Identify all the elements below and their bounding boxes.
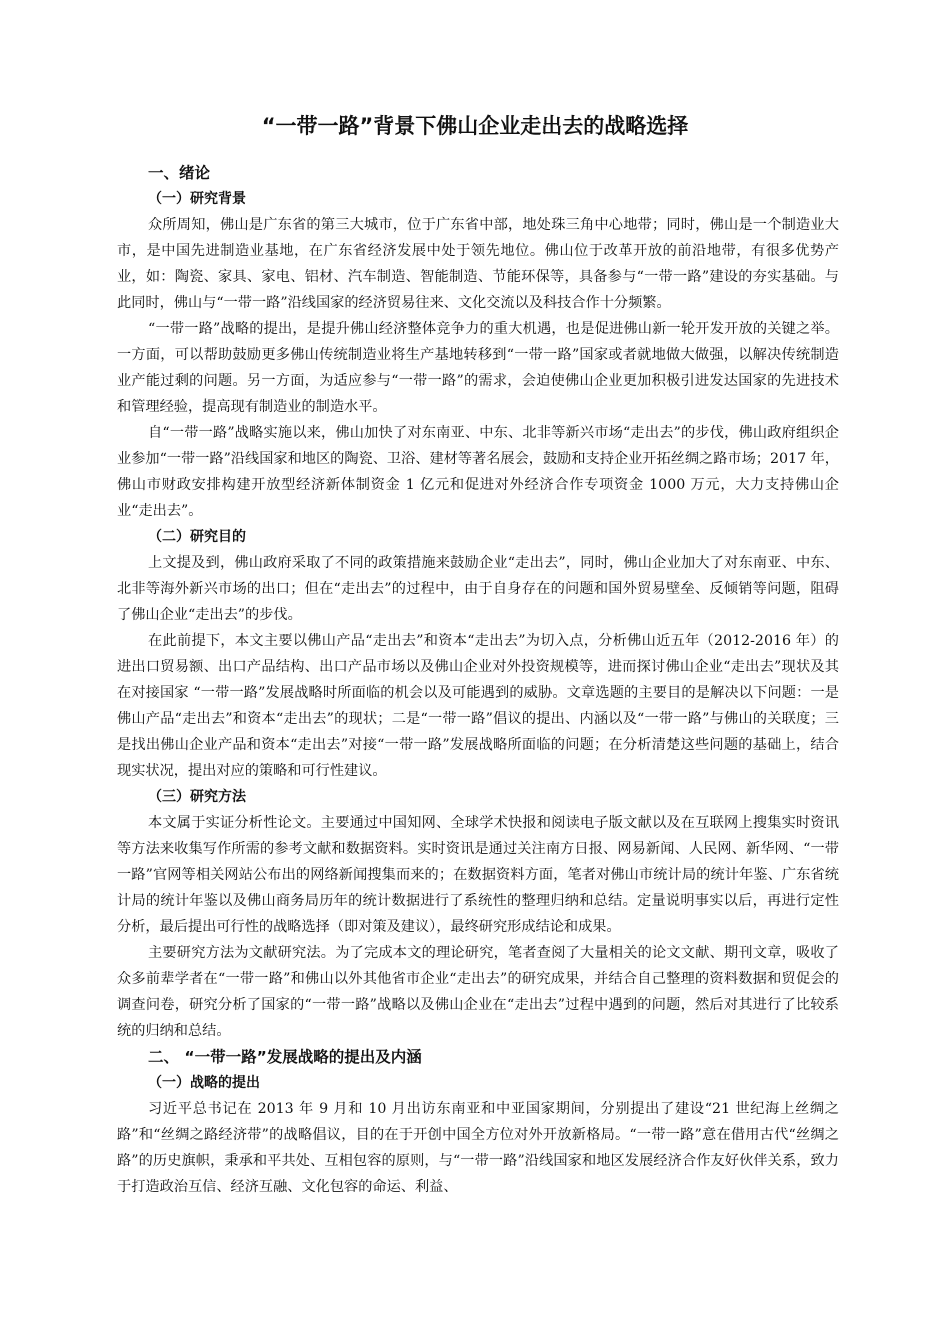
subsection-heading-research-purpose: （二）研究目的 — [148, 529, 246, 545]
document-body — [117, 160, 839, 1200]
paragraph: 众所周知，佛山是广东省的第三大城市，位于广东省中部，地处珠三角中心地带；同时，佛山是一个制造业大市，是中国先进制造业基地，在广东省经济发展中处于领先地位。佛山位于改革开放的前沿地带，有很多优势产业，如：陶瓷、家具、家电、铝材、汽车制造、智能制造、节能环保等，具备参与“一带一路”建设的夯实基础。与此同时，佛山与“一带一路”沿线国家的经济贸易往来、文化交流以及科技合作十分频繁。 — [117, 217, 839, 311]
subsection-heading-strategy-proposal: （一）战略的提出 — [148, 1075, 260, 1091]
section-heading-introduction: 一、绪论 — [148, 164, 211, 182]
section-heading-belt-and-road: 二、 “一带一路”发展战略的提出及内涵 — [148, 1048, 422, 1066]
paragraph: 自“一带一路”战略实施以来，佛山加快了对东南亚、中东、北非等新兴市场“走出去”的步伐，佛山政府组织企业参加“一带一路”沿线国家和地区的陶瓷、卫浴、建材等著名展会，鼓励和支持企业开拓丝绸之路市场；2017 年，佛山市财政安排构建开放型经济新体制资金 1 亿元和促进对外经济合作专项资金 1000 万元，大力支持佛山企业“走出去”。 — [117, 425, 839, 519]
subsection-heading-research-method: （三）研究方法 — [148, 789, 246, 805]
subsection-heading-research-background: （一）研究背景 — [148, 191, 246, 207]
document-title: “一带一路”背景下佛山企业走出去的战略选择 — [261, 114, 689, 138]
paragraph: 习近平总书记在 2013 年 9 月和 10 月出访东南亚和中亚国家期间，分别提出了建设“21 世纪海上丝绸之路”和“丝绸之路经济带”的战略倡议，目的在于开创中国全方位对外开放新格局。“一带一路”意在借用古代“丝绸之路”的历史旗帜，秉承和平共处、互相包容的原则，与“一带一路”沿线国家和地区发展经济合作友好伙伴关系，致力于打造政治互信、经济互融、文化包容的命运、利益、 — [117, 1101, 839, 1195]
paragraph: 本文属于实证分析性论文。主要通过中国知网、全球学术快报和阅读电子版文献以及在互联网上搜集实时资讯等方法来收集写作所需的参考文献和数据资料。实时资讯是通过关注南方日报、网易新闻、人民网、新华网、“一带一路”官网等相关网站公布出的网络新闻搜集而来的；在数据资料方面，笔者对佛山市统计局的统计年鉴、广东省统计局的统计年鉴以及佛山商务局历年的统计数据进行了系统性的整理归纳和总结。定量说明事实以后，再进行定性分析，最后提出可行性的战略选择（即对策及建议），最终研究形成结论和成果。 — [117, 815, 839, 935]
paragraph: 在此前提下，本文主要以佛山产品“走出去”和资本“走出去”为切入点，分析佛山近五年（2012-2016 年）的进出口贸易额、出口产品结构、出口产品市场以及佛山企业对外投资规模等，进而探讨佛山企业“走出去”现状及其在对接国家 “一带一路”发展战略时所面临的机会以及可能遇到的威胁。文章选题的主要目的是解决以下问题：一是佛山产品“走出去”和资本“走出去”的现状；二是“一带一路”倡议的提出、内涵以及“一带一路”与佛山的关联度；三是找出佛山企业产品和资本“走出去”对接“一带一路”发展战略所面临的问题；在分析清楚这些问题的基础上，结合现实状况，提出对应的策略和可行性建议。 — [117, 633, 839, 779]
paragraph: “一带一路”战略的提出，是提升佛山经济整体竞争力的重大机遇，也是促进佛山新一轮开发开放的关键之举。一方面，可以帮助鼓励更多佛山传统制造业将生产基地转移到“一带一路”国家或者就地做大做强，以解决传统制造业产能过剩的问题。另一方面，为适应参与“一带一路”的需求，会迫使佛山企业更加积极引进发达国家的先进技术和管理经验，提高现有制造业的制造水平。 — [117, 321, 839, 415]
paragraph: 上文提及到，佛山政府采取了不同的政策措施来鼓励企业“走出去”，同时，佛山企业加大了对东南亚、中东、北非等海外新兴市场的出口；但在“走出去”的过程中，由于自身存在的问题和国外贸易壁垒、反倾销等问题，阻碍了佛山企业“走出去”的步伐。 — [117, 555, 839, 623]
paragraph: 主要研究方法为文献研究法。为了完成本文的理论研究，笔者查阅了大量相关的论文文献、期刊文章，吸收了众多前辈学者在“一带一路”和佛山以外其他省市企业“走出去”的研究成果，并结合自己整理的资料数据和贸促会的调查问卷，研究分析了国家的“一带一路”战略以及佛山企业在“走出去”过程中遇到的问题，然后对其进行了比较系统的归纳和总结。 — [117, 945, 839, 1039]
